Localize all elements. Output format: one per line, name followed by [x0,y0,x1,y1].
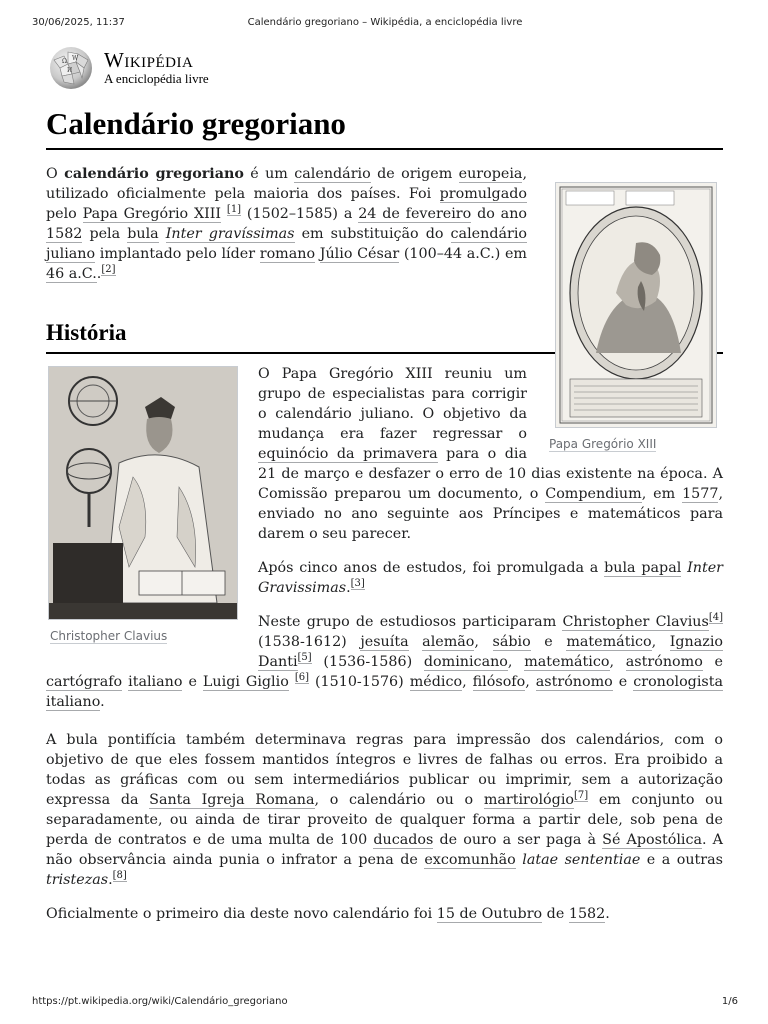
text-run: (1536-1586) [311,654,424,670]
link-1582-b[interactable]: 1582 [568,906,606,922]
text-run: do ano [471,206,528,222]
link-astronomo[interactable]: astrónomo [625,654,703,670]
text-run: (1502–1585) a [241,206,359,222]
svg-text:W: W [72,55,79,62]
italic-inter-gravissimas: Inter Gravissimas [258,560,723,596]
link-italiano-2[interactable]: italiano [46,694,101,710]
link-compendium[interactable]: Compendium [545,486,642,502]
text-run: . [96,266,102,282]
text-run [159,226,166,242]
text-run [409,634,423,650]
reference-6[interactable]: [6] [294,672,309,684]
print-header [32,17,738,28]
text-run: A bula pontifícia também determinava regras para impressão dos calendários, com o objetivo de que eles fossem mantidos íntegros e livres de falhas ou erros. Era proibido a todas as gráficas com ou sem intermediários publicar ou imprimir, sem a autorização expressa da [46,732,723,808]
link-calendario-juliano[interactable]: calendário juliano [46,226,528,262]
italic-tristezas: tristezas [46,872,109,888]
text-run: Oficialmente o primeiro dia deste novo calendário foi [46,906,437,922]
link-santa-igreja-romana[interactable]: Santa Igreja Romana [149,792,315,808]
link-inter-gravissimas[interactable]: Inter gravíssimas [165,226,295,242]
wikipedia-tagline: A enciclopédia livre [104,70,209,86]
reference-8[interactable]: [8] [112,870,127,882]
link-dominicano[interactable]: dominicano [423,654,508,670]
text-run: de origem [370,166,459,182]
text-run: e [530,634,567,650]
bula-paragraph [46,730,723,890]
text-run: O [46,166,65,182]
link-italiano[interactable]: italiano [128,674,183,690]
text-run: , utilizado oficialmente pela maioria dos países. Foi [46,166,528,202]
link-se-apostolica[interactable]: Sé Apostólica [602,832,703,848]
text-run: . [605,906,610,922]
link-46-ac[interactable]: 46 a.C. [46,266,97,282]
text-run: e [702,654,723,670]
link-matematico[interactable]: matemático [566,634,652,650]
text-run: para o dia 21 de março e desfazer o erro de 10 dias existente na época. A Comissão preparou um documento, o [258,446,723,502]
link-1582[interactable]: 1582 [46,226,83,242]
reference-5[interactable]: [5] [297,652,312,664]
text-run: em conjunto ou separadamente, ou ainda de tirar proveito de qualquer forma a partir dele, sob pena de perda de contratos e de uma multa de 100 [46,792,723,848]
bold-term: calendário gregoriano [64,166,244,182]
link-promulgado[interactable]: promulgado [439,186,527,202]
link-cartografo[interactable]: cartógrafo [46,674,123,690]
link-europeia[interactable]: europeia [458,166,523,182]
text-run: em substituição do [294,226,451,242]
link-jesuita[interactable]: jesuíta [360,634,409,650]
svg-text:Ω: Ω [62,58,67,65]
text-run: , [609,654,626,670]
print-datetime: 30/06/2025, 11:37 [32,17,125,28]
reference-2[interactable]: [2] [101,264,116,276]
text-run: implantado pelo líder [95,246,260,262]
christopher-clavius-caption[interactable]: Christopher Clavius [50,629,168,643]
section-heading-historia: História [46,318,723,354]
link-cronologista[interactable]: cronologista [633,674,724,690]
link-1577[interactable]: 1577 [682,486,719,502]
reference-4[interactable]: [4] [708,612,723,624]
text-run: pelo [46,206,83,222]
text-run: , [525,674,536,690]
link-calendario[interactable]: calendário [294,166,371,182]
link-luigi-giglio[interactable]: Luigi Giglio [202,674,289,690]
link-ignazio-danti[interactable]: Ignazio Danti [258,634,723,670]
text-run: O Papa Gregório XIII reuniu um grupo de especialistas para corrigir o calendário juliano. O objetivo da mudança era fazer regressar o [258,366,527,442]
print-doc-title: Calendário gregoriano – Wikipédia, a enciclopédia livre [247,17,523,28]
text-run: de ouro a ser paga à [433,832,603,848]
link-papa-gregorio[interactable]: Papa Gregório XIII [82,206,222,222]
svg-text:И: И [67,67,73,74]
text-run: . [100,694,105,710]
print-url: https://pt.wikipedia.org/wiki/Calendário_gregoriano [32,996,288,1007]
figure-papa-gregorio [547,182,723,454]
reference-3[interactable]: [3] [350,578,365,590]
text-run: (100–44 a.C.) em [399,246,527,262]
link-ducados[interactable]: ducados [373,832,434,848]
papa-gregorio-portrait-image[interactable] [555,182,717,428]
link-equinocio-primavera[interactable]: equinócio da primavera [258,446,438,462]
text-run: , o calendário ou o [314,792,484,808]
link-24-fevereiro[interactable]: 24 de fevereiro [358,206,472,222]
oficial-paragraph [46,904,723,924]
text-run: , enviado no ano seguinte aos Príncipes e matemáticos para darem o seu parecer. [258,486,723,542]
text-run: é um [243,166,295,182]
reference-1[interactable]: [1] [226,204,242,216]
link-astronomo-2[interactable]: astrónomo [535,674,613,690]
text-run: Neste grupo de estudiosos participaram [258,614,563,630]
link-bula[interactable]: bula [127,226,159,242]
page-title: Calendário gregoriano [46,104,723,150]
text-run: e a outras [640,852,723,868]
text-run: . [108,872,113,888]
papa-gregorio-caption[interactable]: Papa Gregório XIII [549,437,657,451]
text-run: . A não observância ainda punia o infrator a pena de [46,832,724,868]
text-run: (1538-1612) [258,634,361,650]
text-run: . [346,580,351,596]
link-excomunhao[interactable]: excomunhão [424,852,516,868]
link-matematico-2[interactable]: matemático [524,654,610,670]
christopher-clavius-engraving-image[interactable] [48,366,238,620]
text-run: (1510-1576) [308,674,410,690]
text-run: , [474,634,493,650]
link-romano[interactable]: romano [259,246,316,262]
link-christopher-clavius[interactable]: Christopher Clavius [562,614,709,630]
reference-7[interactable]: [7] [574,790,589,802]
link-martirologio[interactable]: martirológio [483,792,574,808]
link-sabio[interactable]: sábio [492,634,531,650]
text-run: , [507,654,525,670]
article-content [46,164,723,938]
wikipedia-logo[interactable] [46,44,209,90]
link-alemao[interactable]: alemão [422,634,475,650]
text-run: , [462,674,473,690]
link-bula-papal[interactable]: bula papal [604,560,682,576]
wikipedia-globe-icon [46,44,96,90]
link-medico[interactable]: médico [409,674,463,690]
text-run: Após cinco anos de estudos, foi promulgada a [258,560,605,576]
wikipedia-wordmark: Wikipédia [104,47,194,72]
link-15-outubro[interactable]: 15 de Outubro [436,906,543,922]
print-footer [32,996,738,1007]
text-run: e [612,674,634,690]
figure-christopher-clavius [46,366,238,646]
link-filosofo[interactable]: filósofo [472,674,526,690]
print-page-number: 1/6 [721,996,738,1007]
text-run: , [651,634,670,650]
text-run: , em [641,486,683,502]
text-run: e [182,674,203,690]
text-run: pela [82,226,128,242]
italic-latae-sententiae: latae sententiae [522,852,641,868]
text-run: de [542,906,569,922]
link-julio-cesar[interactable]: Júlio César [319,246,400,262]
